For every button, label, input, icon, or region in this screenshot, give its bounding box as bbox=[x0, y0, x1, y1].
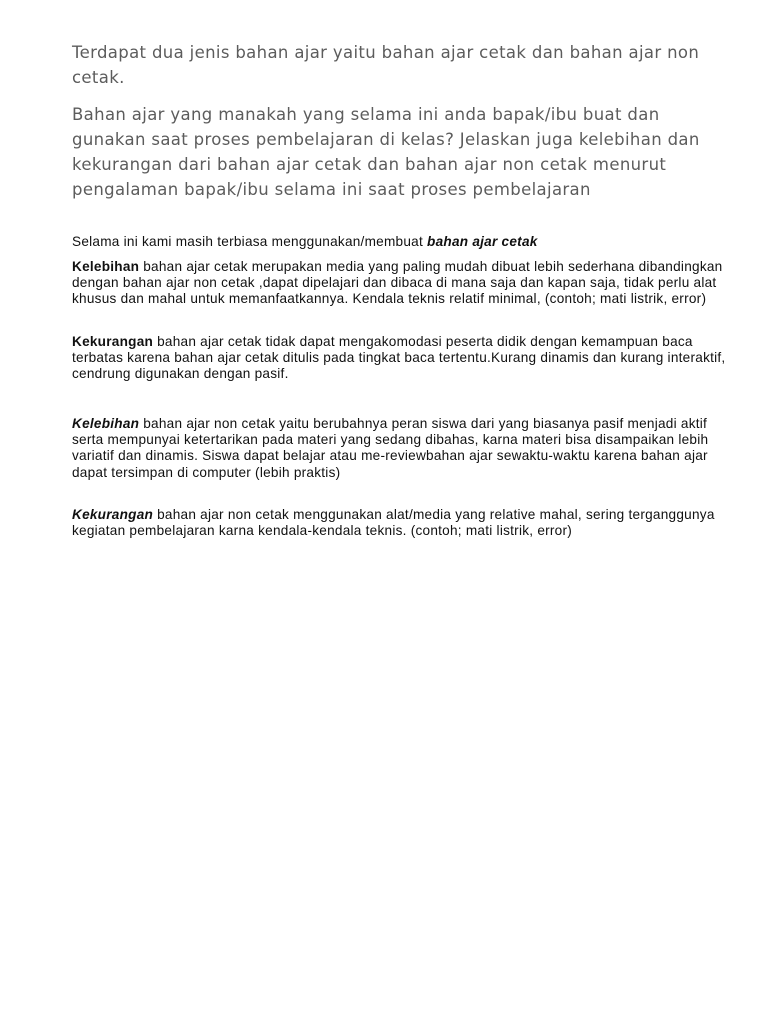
question-paragraph-1: Terdapat dua jenis bahan ajar yaitu bahan ajar cetak dan bahan ajar non cetak. bbox=[72, 43, 700, 87]
cetak-kekurangan-text: bahan ajar cetak tidak dapat mengakomodasi peserta didik dengan kemampuan baca terbatas karena bahan ajar cetak ditulis pada tingkat baca tertentu.Kurang dinamis dan kurang interaktif, cendrung digunakan dengan pasif. bbox=[72, 334, 726, 382]
noncetak-kekurangan-text: bahan ajar non cetak menggunakan alat/media yang relative mahal, sering terganggunya kegiatan pembelajaran karna kendala-kendala teknis. (contoh; mati listrik, error) bbox=[72, 507, 715, 539]
noncetak-kelebihan-text: bahan ajar non cetak yaitu berubahnya peran siswa dari yang biasanya pasif menjadi aktif serta mempunyai ketertarikan pada materi yang sedang dibahas, karna materi bisa disampaikan lebih variatif dan dinamis. Siswa dapat belajar atau me-reviewbahan ajar sewaktu-waktu karena bahan ajar dapat tersimpan di computer (lebih praktis) bbox=[72, 416, 709, 480]
cetak-kelebihan-paragraph bbox=[72, 259, 732, 308]
noncetak-kelebihan-label: Kelebihan bbox=[72, 416, 140, 431]
noncetak-kekurangan-label: Kekurangan bbox=[72, 507, 154, 522]
noncetak-kekurangan-paragraph bbox=[72, 507, 732, 539]
cetak-kelebihan-label: Kelebihan bbox=[72, 259, 140, 274]
cetak-kekurangan-label: Kekurangan bbox=[72, 334, 154, 349]
noncetak-kelebihan-paragraph bbox=[72, 416, 732, 481]
cetak-kekurangan-paragraph bbox=[72, 334, 732, 383]
question-paragraph-2: Bahan ajar yang manakah yang selama ini anda bapak/ibu buat dan gunakan saat proses pembelajaran di kelas? Jelaskan juga kelebihan dan kekurangan dari bahan ajar cetak dan bahan ajar non cetak menurut pengalaman bapak/ibu selama ini saat proses pembelajaran bbox=[72, 105, 700, 199]
answer-intro-text: Selama ini kami masih terbiasa menggunakan/membuat bbox=[72, 234, 428, 249]
answer-intro bbox=[72, 234, 732, 250]
answer-intro-emphasis: bahan ajar cetak bbox=[427, 234, 538, 249]
cetak-kelebihan-text: bahan ajar cetak merupakan media yang paling mudah dibuat lebih sederhana dibandingkan dengan bahan ajar non cetak ,dapat dipelajari dan dibaca di mana saja dan kapan saja, tidak perlu alat khusus dan mahal untuk memanfaatkannya. Kendala teknis relatif minimal, (contoh; mati listrik, error) bbox=[72, 259, 723, 307]
